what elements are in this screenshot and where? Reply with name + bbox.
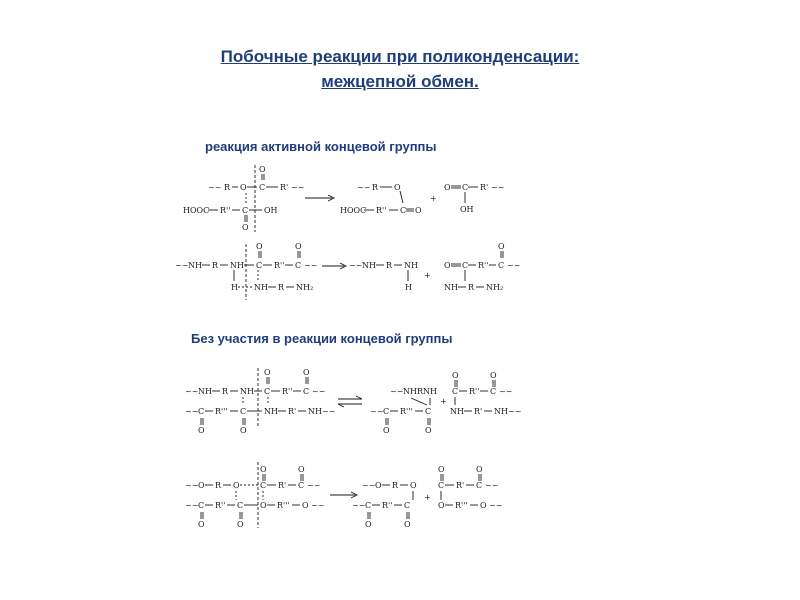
reaction-3 — [185, 368, 521, 435]
atom-R-double-prime: R'' — [215, 501, 226, 510]
atom-H: H — [231, 283, 238, 292]
atom-O: O — [240, 183, 247, 192]
wave-sign: ~~ — [507, 261, 521, 270]
wave-sign: ~~ — [349, 261, 363, 270]
atom-O: O — [242, 223, 249, 232]
wave-sign: ~~ — [357, 183, 371, 192]
plus-sign: + — [424, 271, 431, 280]
atom-O: O — [480, 501, 487, 510]
plus-sign: + — [424, 493, 431, 502]
atom-R: R — [212, 261, 219, 270]
wave-sign: ~~ — [489, 501, 503, 510]
atom-R-double-prime: R'' — [382, 501, 393, 510]
group-NHRNH: NHRNH — [403, 387, 437, 396]
atom-O: O — [476, 465, 483, 474]
reaction-4 — [185, 462, 502, 529]
atom-O: O — [410, 481, 417, 490]
atom-R: R — [468, 283, 475, 292]
atom-R: R — [224, 183, 231, 192]
atom-R: R — [372, 183, 379, 192]
group-NH: NH — [198, 387, 212, 396]
group-NH: NH — [188, 261, 202, 270]
atom-O: O — [438, 465, 445, 474]
group-NH: NH — [230, 261, 244, 270]
group-NH2: NH₂ — [296, 283, 314, 292]
atom-R-prime: R' — [278, 481, 287, 490]
atom-O: O — [298, 465, 305, 474]
atom-O: O — [260, 501, 267, 510]
plus-sign: + — [430, 194, 437, 203]
wave-sign: ~~ — [312, 387, 326, 396]
atom-C: C — [198, 501, 205, 510]
group-NH: NH — [264, 407, 278, 416]
atom-R-double-prime: R'' — [376, 206, 387, 215]
wave-sign: ~~ — [390, 387, 404, 396]
atom-H: H — [405, 283, 412, 292]
atom-C: C — [404, 501, 411, 510]
atom-O: O — [264, 368, 271, 377]
group-NH: NH — [404, 261, 418, 270]
reaction-2 — [175, 242, 520, 300]
atom-C: C — [242, 206, 249, 215]
atom-C: C — [237, 501, 244, 510]
atom-O: O — [404, 520, 411, 529]
atom-R-double-prime: R'' — [469, 387, 480, 396]
section-heading-without-end-group: Без участия в реакции концевой группы — [191, 331, 453, 346]
atom-O: O — [256, 242, 263, 251]
atom-O: O — [394, 183, 401, 192]
atom-O: O — [383, 426, 390, 435]
atom-O: O — [444, 261, 451, 270]
plus-sign: + — [440, 397, 447, 406]
atom-C: C — [295, 261, 302, 270]
group-NH: NH — [254, 283, 268, 292]
atom-O: O — [438, 501, 445, 510]
atom-O: O — [444, 183, 451, 192]
atom-O: O — [198, 481, 205, 490]
atom-O: O — [295, 242, 302, 251]
group-HOOC: HOOC — [340, 206, 367, 215]
atom-C: C — [240, 407, 247, 416]
wave-sign: ~~ — [307, 481, 321, 490]
atom-O: O — [365, 520, 372, 529]
wave-sign: ~~ — [311, 501, 325, 510]
group-OH: OH — [460, 205, 474, 214]
atom-C: C — [303, 387, 310, 396]
atom-O: O — [425, 426, 432, 435]
atom-C: C — [490, 387, 497, 396]
atom-C: C — [498, 261, 505, 270]
page-title-line-1: Побочные реакции при поликонденсации: — [220, 47, 580, 66]
atom-C: C — [383, 407, 390, 416]
atom-O: O — [240, 426, 247, 435]
wave-sign: ~~ — [175, 261, 189, 270]
atom-O: O — [260, 465, 267, 474]
wave-sign: ~~ — [208, 183, 222, 192]
atom-O: O — [452, 371, 459, 380]
atom-O: O — [490, 371, 497, 380]
atom-O: O — [259, 165, 266, 174]
group-NH2: NH₂ — [486, 283, 504, 292]
atom-O: O — [375, 481, 382, 490]
wave-sign: ~~ — [362, 481, 376, 490]
wave-sign: ~~ — [185, 481, 199, 490]
atom-C: C — [400, 206, 407, 215]
wave-sign: ~~ — [185, 387, 199, 396]
wave-sign: ~~ — [352, 501, 366, 510]
atom-O: O — [498, 242, 505, 251]
atom-C: C — [476, 481, 483, 490]
atom-R: R — [222, 387, 229, 396]
wave-sign: ~~ — [499, 387, 513, 396]
atom-C: C — [462, 261, 469, 270]
atom-R-double-prime: R'' — [282, 387, 293, 396]
atom-R: R — [392, 481, 399, 490]
atom-O: O — [237, 520, 244, 529]
atom-C: C — [256, 261, 263, 270]
atom-C: C — [452, 387, 459, 396]
atom-R-prime: R' — [280, 183, 289, 192]
atom-R-triple-prime: R''' — [215, 407, 228, 416]
atom-R-prime: R' — [288, 407, 297, 416]
atom-O: O — [198, 520, 205, 529]
atom-C: C — [198, 407, 205, 416]
atom-O: O — [233, 481, 240, 490]
group-NH: NH — [240, 387, 254, 396]
atom-C: C — [259, 183, 266, 192]
group-NH: NH — [450, 407, 464, 416]
wave-sign: ~~ — [508, 407, 522, 416]
wave-sign: ~~ — [304, 261, 318, 270]
atom-R-triple-prime: R''' — [400, 407, 413, 416]
atom-O: O — [415, 206, 422, 215]
group-HOOC: HOOC — [183, 206, 210, 215]
atom-R: R — [386, 261, 393, 270]
atom-R-double-prime: R'' — [220, 206, 231, 215]
atom-O: O — [302, 501, 309, 510]
atom-C: C — [264, 387, 271, 396]
atom-C: C — [425, 407, 432, 416]
atom-R-double-prime: R'' — [274, 261, 285, 270]
atom-R-prime: R' — [474, 407, 483, 416]
reaction-1 — [183, 165, 504, 232]
atom-O: O — [198, 426, 205, 435]
atom-C: C — [462, 183, 469, 192]
wave-sign: ~~ — [491, 183, 505, 192]
section-heading-active-end-group: реакция активной концевой группы — [205, 139, 437, 154]
atom-O: O — [303, 368, 310, 377]
atom-C: C — [365, 501, 372, 510]
atom-C: C — [298, 481, 305, 490]
atom-R-double-prime: R'' — [478, 261, 489, 270]
group-NH: NH — [494, 407, 508, 416]
group-NH: NH — [362, 261, 376, 270]
wave-sign: ~~ — [370, 407, 384, 416]
atom-R-triple-prime: R''' — [277, 501, 290, 510]
wave-sign: ~~ — [185, 407, 199, 416]
wave-sign: ~~ — [322, 407, 336, 416]
group-NH: NH — [444, 283, 458, 292]
group-NH: NH — [308, 407, 322, 416]
atom-R-prime: R' — [456, 481, 465, 490]
wave-sign: ~~ — [485, 481, 499, 490]
wave-sign: ~~ — [291, 183, 305, 192]
atom-R-triple-prime: R''' — [455, 501, 468, 510]
wave-sign: ~~ — [185, 501, 199, 510]
atom-R: R — [278, 283, 285, 292]
group-OH: OH — [264, 206, 278, 215]
atom-R: R — [215, 481, 222, 490]
atom-C: C — [260, 481, 267, 490]
atom-R-prime: R' — [480, 183, 489, 192]
atom-C: C — [438, 481, 445, 490]
page-title-line-2: межцепной обмен. — [321, 72, 479, 91]
